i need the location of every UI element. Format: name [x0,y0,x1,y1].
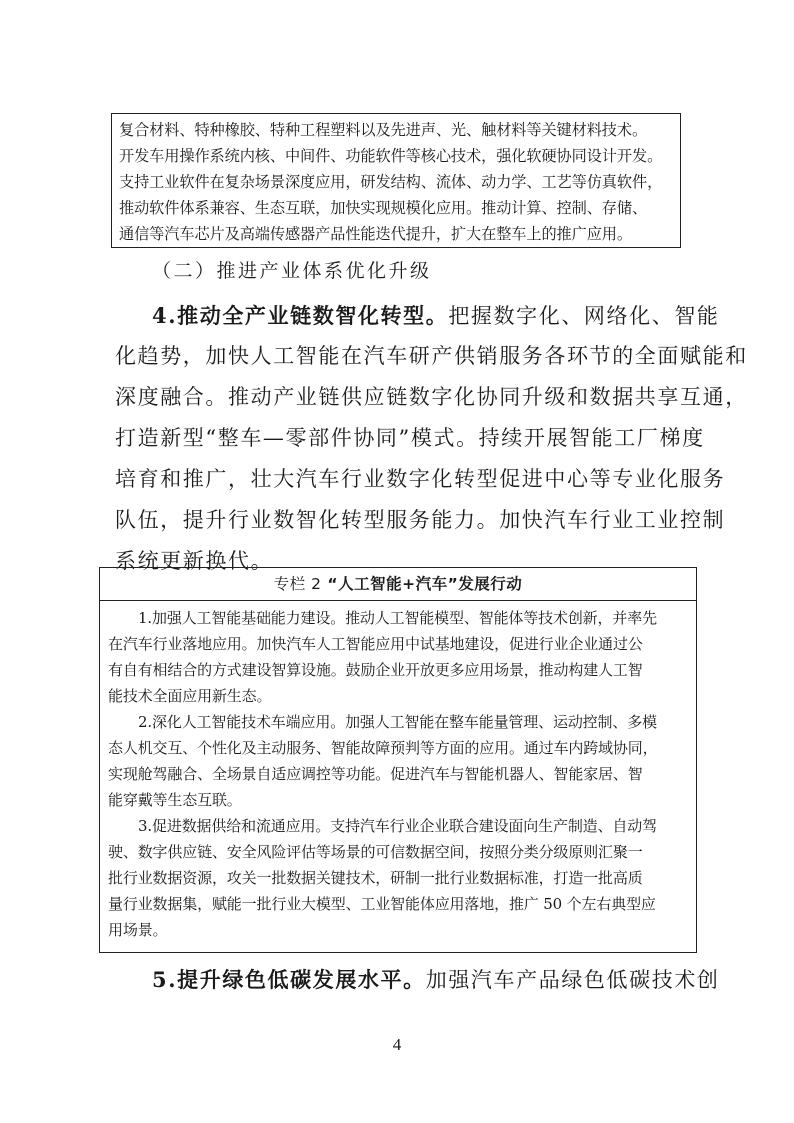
page-number: 4 [392,1035,402,1054]
box-line: 开发车用操作系统内核、中间件、功能软件等核心技术，强化软硬协同设计开发。 [119,147,663,165]
paragraph-4 [115,295,748,582]
paragraph-lead: 4.推动全产业链数智化转型。 [152,303,449,328]
special-column-2 [99,567,697,953]
column-body [100,601,696,943]
column-title [100,568,696,601]
box-line: 推动软件体系兼容、生态互联，加快实现规模化应用。推动计算、控制、存储、 [119,199,648,217]
item-text: 支持汽车行业企业联合建设面向生产制造、自动驾 [330,817,657,835]
item-line: 用场景。 [108,921,168,939]
paragraph-line: 化趋势，加快人工智能在汽车研产供销服务各环节的全面赋能和 [115,344,748,368]
paragraph-text: 把握数字化、网络化、智能 [448,304,720,328]
paragraph-line: 系统更新换代。 [115,549,274,573]
item-lead: 3.促进数据供给和流通应用。 [138,817,331,835]
item-text: 推动人工智能模型、智能体等技术创新，并率先 [345,609,657,627]
paragraph-line: 培育和推广，壮大汽车行业数字化转型促进中心等专业化服务 [115,467,726,491]
item-line: 量行业数据集，赋能一批行业大模型、工业智能体应用落地，推广 50 个左右典型应 [108,895,656,913]
item-text: 加强人工智能在整车能量管理、运动控制、多模 [345,713,657,731]
item-line [108,709,696,735]
paragraph-text: 加强汽车产品绿色低碳技术创 [425,968,720,992]
item-line: 有自有相结合的方式建设智算设施。鼓励企业开放更多应用场景，推动构建人工智 [108,661,643,679]
item-line: 批行业数据资源，攻关一批数据关键技术，研制一批行业数据标准，打造一批高质 [108,869,643,887]
section-heading: （二）推进产业体系优化升级 [152,260,432,282]
column-title-text: “人工智能+汽车”发展行动 [327,575,523,593]
item-line: 能技术全面应用新生态。 [108,687,272,705]
paragraph-lead: 5.提升绿色低碳发展水平。 [152,967,426,992]
item-line: 能穿戴等生态互联。 [108,791,242,809]
item-line [108,605,696,631]
item-line: 在汽车行业落地应用。加快汽车人工智能应用中试基地建设，促进行业企业通过公 [108,635,643,653]
paragraph-line: 打造新型“整车—零部件协同”模式。持续开展智能工厂梯度 [115,426,705,450]
item-line: 态人机交互、个性化及主动服务、智能故障预判等方面的应用。通过车内跨域协同， [108,739,658,757]
item-line: 驶、数字供应链、安全风险评估等场景的可信数据空间，按照分类分级原则汇聚一 [108,843,643,861]
item-line [108,813,696,839]
column-box-continued [111,113,681,248]
column-number: 专栏 2 [273,575,322,593]
item-lead: 2.深化人工智能技术车端应用。 [138,713,346,731]
paragraph-line: 队伍，提升行业数智化转型服务能力。加快汽车行业工业控制 [115,508,726,532]
paragraph-5 [152,960,720,1000]
paragraph-line [115,295,720,336]
box-line: 支持工业软件在复杂场景深度应用，研发结构、流体、动力学、工艺等仿真软件， [119,173,663,191]
item-line: 实现舱驾融合、全场景自适应调控等功能。促进汽车与智能机器人、智能家居、智 [108,765,643,783]
item-lead: 1.加强人工智能基础能力建设。 [138,609,346,627]
paragraph-line: 深度融合。推动产业链供应链数字化协同升级和数据共享互通， [115,385,748,409]
box-line: 复合材料、特种橡胶、特种工程塑料以及先进声、光、触材料等关键材料技术。 [119,121,648,139]
box-line: 通信等汽车芯片及高端传感器产品性能迭代提升，扩大在整车上的推广应用。 [119,225,632,243]
